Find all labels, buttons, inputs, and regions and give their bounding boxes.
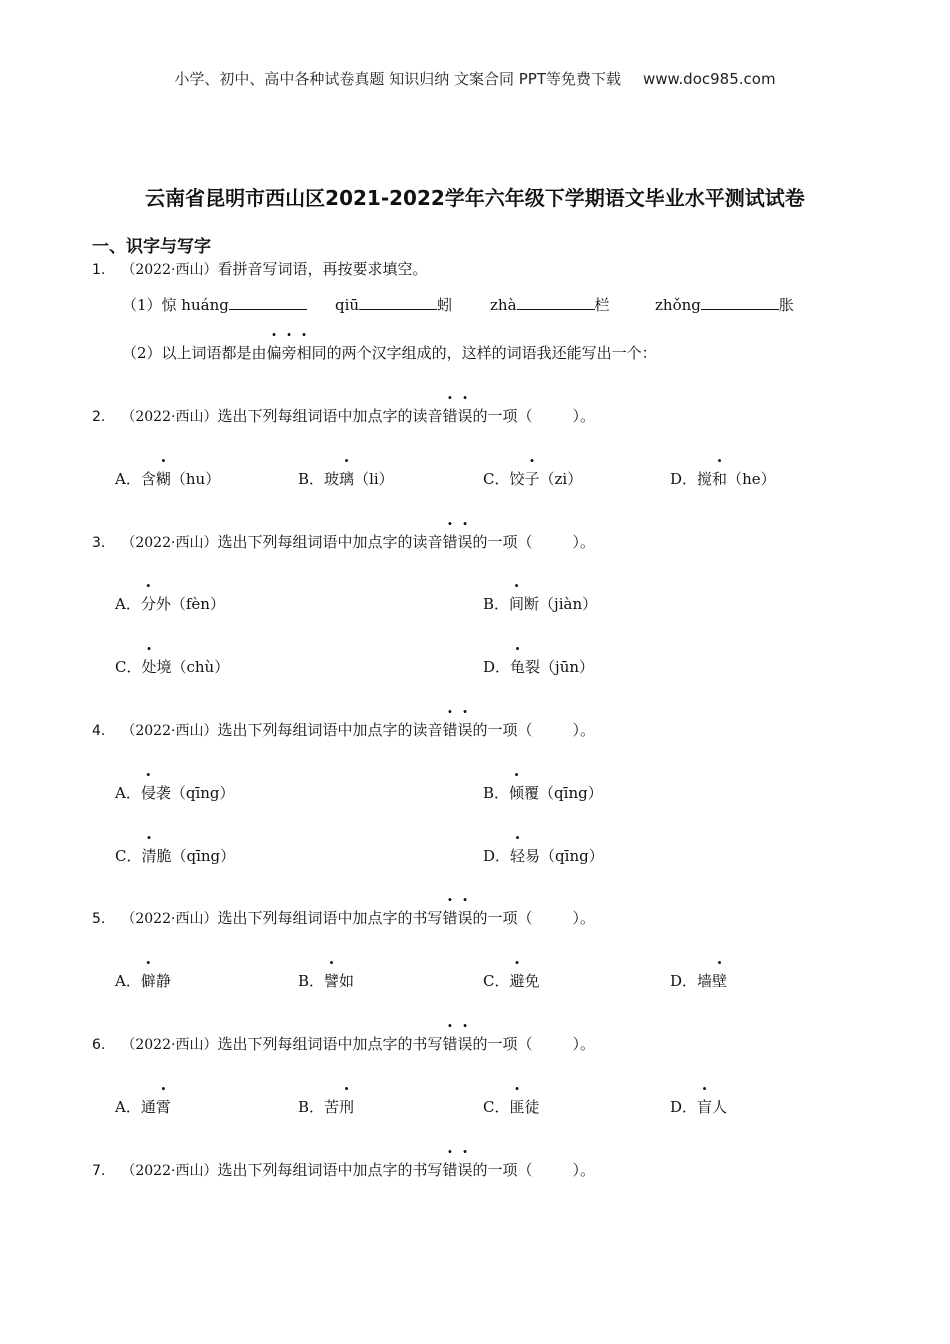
answer-blank[interactable] — [701, 295, 779, 310]
question-1-part1-d: zhǒng 胀 — [655, 296, 794, 314]
question-1-part1-b: qiū 蚓 — [335, 296, 453, 314]
answer-blank[interactable] — [517, 295, 595, 310]
header-site: www.doc985.com — [642, 70, 776, 88]
q5-option-b[interactable]: B．譬如 — [298, 972, 355, 990]
q4-option-a[interactable]: A．侵袭（qīng） — [115, 784, 235, 802]
question-1-part1: （1）惊 huáng — [122, 294, 307, 315]
page-header — [0, 68, 950, 89]
question-6-stem: 6. （2022·西山）选出下列每组词语中加点字的书写错误的一项（ ）。 — [92, 1035, 596, 1053]
q3-option-d[interactable]: D．龟裂（jūn） — [483, 658, 595, 676]
q3-option-b[interactable]: B．间断（jiàn） — [483, 595, 598, 613]
question-3-stem: 3. （2022·西山）选出下列每组词语中加点字的读音错误的一项（ ）。 — [92, 533, 596, 551]
q4-option-c[interactable]: C．清脆（qīng） — [115, 847, 236, 865]
q3-option-a[interactable]: A．分外（fèn） — [115, 595, 225, 613]
q4-option-b[interactable]: B．倾覆（qīng） — [483, 784, 603, 802]
q5-option-d[interactable]: D．墙壁 — [670, 972, 728, 990]
question-1-part2: （2）以上词语都是由偏旁相同的两个汉字组成的，这样的词语我还能写出一个： — [122, 344, 657, 362]
q4-option-d[interactable]: D．轻易（qīng） — [483, 847, 604, 865]
q6-option-b[interactable]: B．苦刑 — [298, 1098, 355, 1116]
q6-option-a[interactable]: A．通霄 — [115, 1098, 171, 1116]
question-1-stem: 1. （2022·西山）看拼音写词语，再按要求填空。 — [92, 260, 428, 278]
question-1-part1-c: zhà 栏 — [490, 296, 610, 314]
q2-option-d[interactable]: D．搅和（he） — [670, 470, 776, 488]
answer-blank[interactable] — [229, 295, 307, 310]
question-2-stem: 2. （2022·西山）选出下列每组词语中加点字的读音错误的一项（ ）。 — [92, 407, 596, 425]
q6-option-c[interactable]: C．匪徒 — [483, 1098, 540, 1116]
q5-option-c[interactable]: C．避免 — [483, 972, 540, 990]
q2-option-a[interactable]: A．含糊（hu） — [115, 470, 221, 488]
question-5-stem: 5. （2022·西山）选出下列每组词语中加点字的书写错误的一项（ ）。 — [92, 909, 596, 927]
page-title: 云南省昆明市西山区2021-2022学年六年级下学期语文毕业水平测试试卷 — [145, 186, 805, 210]
section-title: 一、识字与写字 — [92, 237, 211, 257]
question-4-stem: 4. （2022·西山）选出下列每组词语中加点字的读音错误的一项（ ）。 — [92, 721, 596, 739]
question-7-stem: 7. （2022·西山）选出下列每组词语中加点字的书写错误的一项（ ）。 — [92, 1161, 596, 1179]
q2-option-c[interactable]: C．饺子（zi） — [483, 470, 583, 488]
answer-blank[interactable] — [359, 295, 437, 310]
q5-option-a[interactable]: A．僻静 — [115, 972, 171, 990]
q3-option-c[interactable]: C．处境（chù） — [115, 658, 230, 676]
q6-option-d[interactable]: D．盲人 — [670, 1098, 728, 1116]
header-text: 小学、初中、高中各种试卷真题 知识归纳 文案合同 PPT等免费下载 — [174, 70, 621, 88]
q2-option-b[interactable]: B．玻璃（li） — [298, 470, 394, 488]
